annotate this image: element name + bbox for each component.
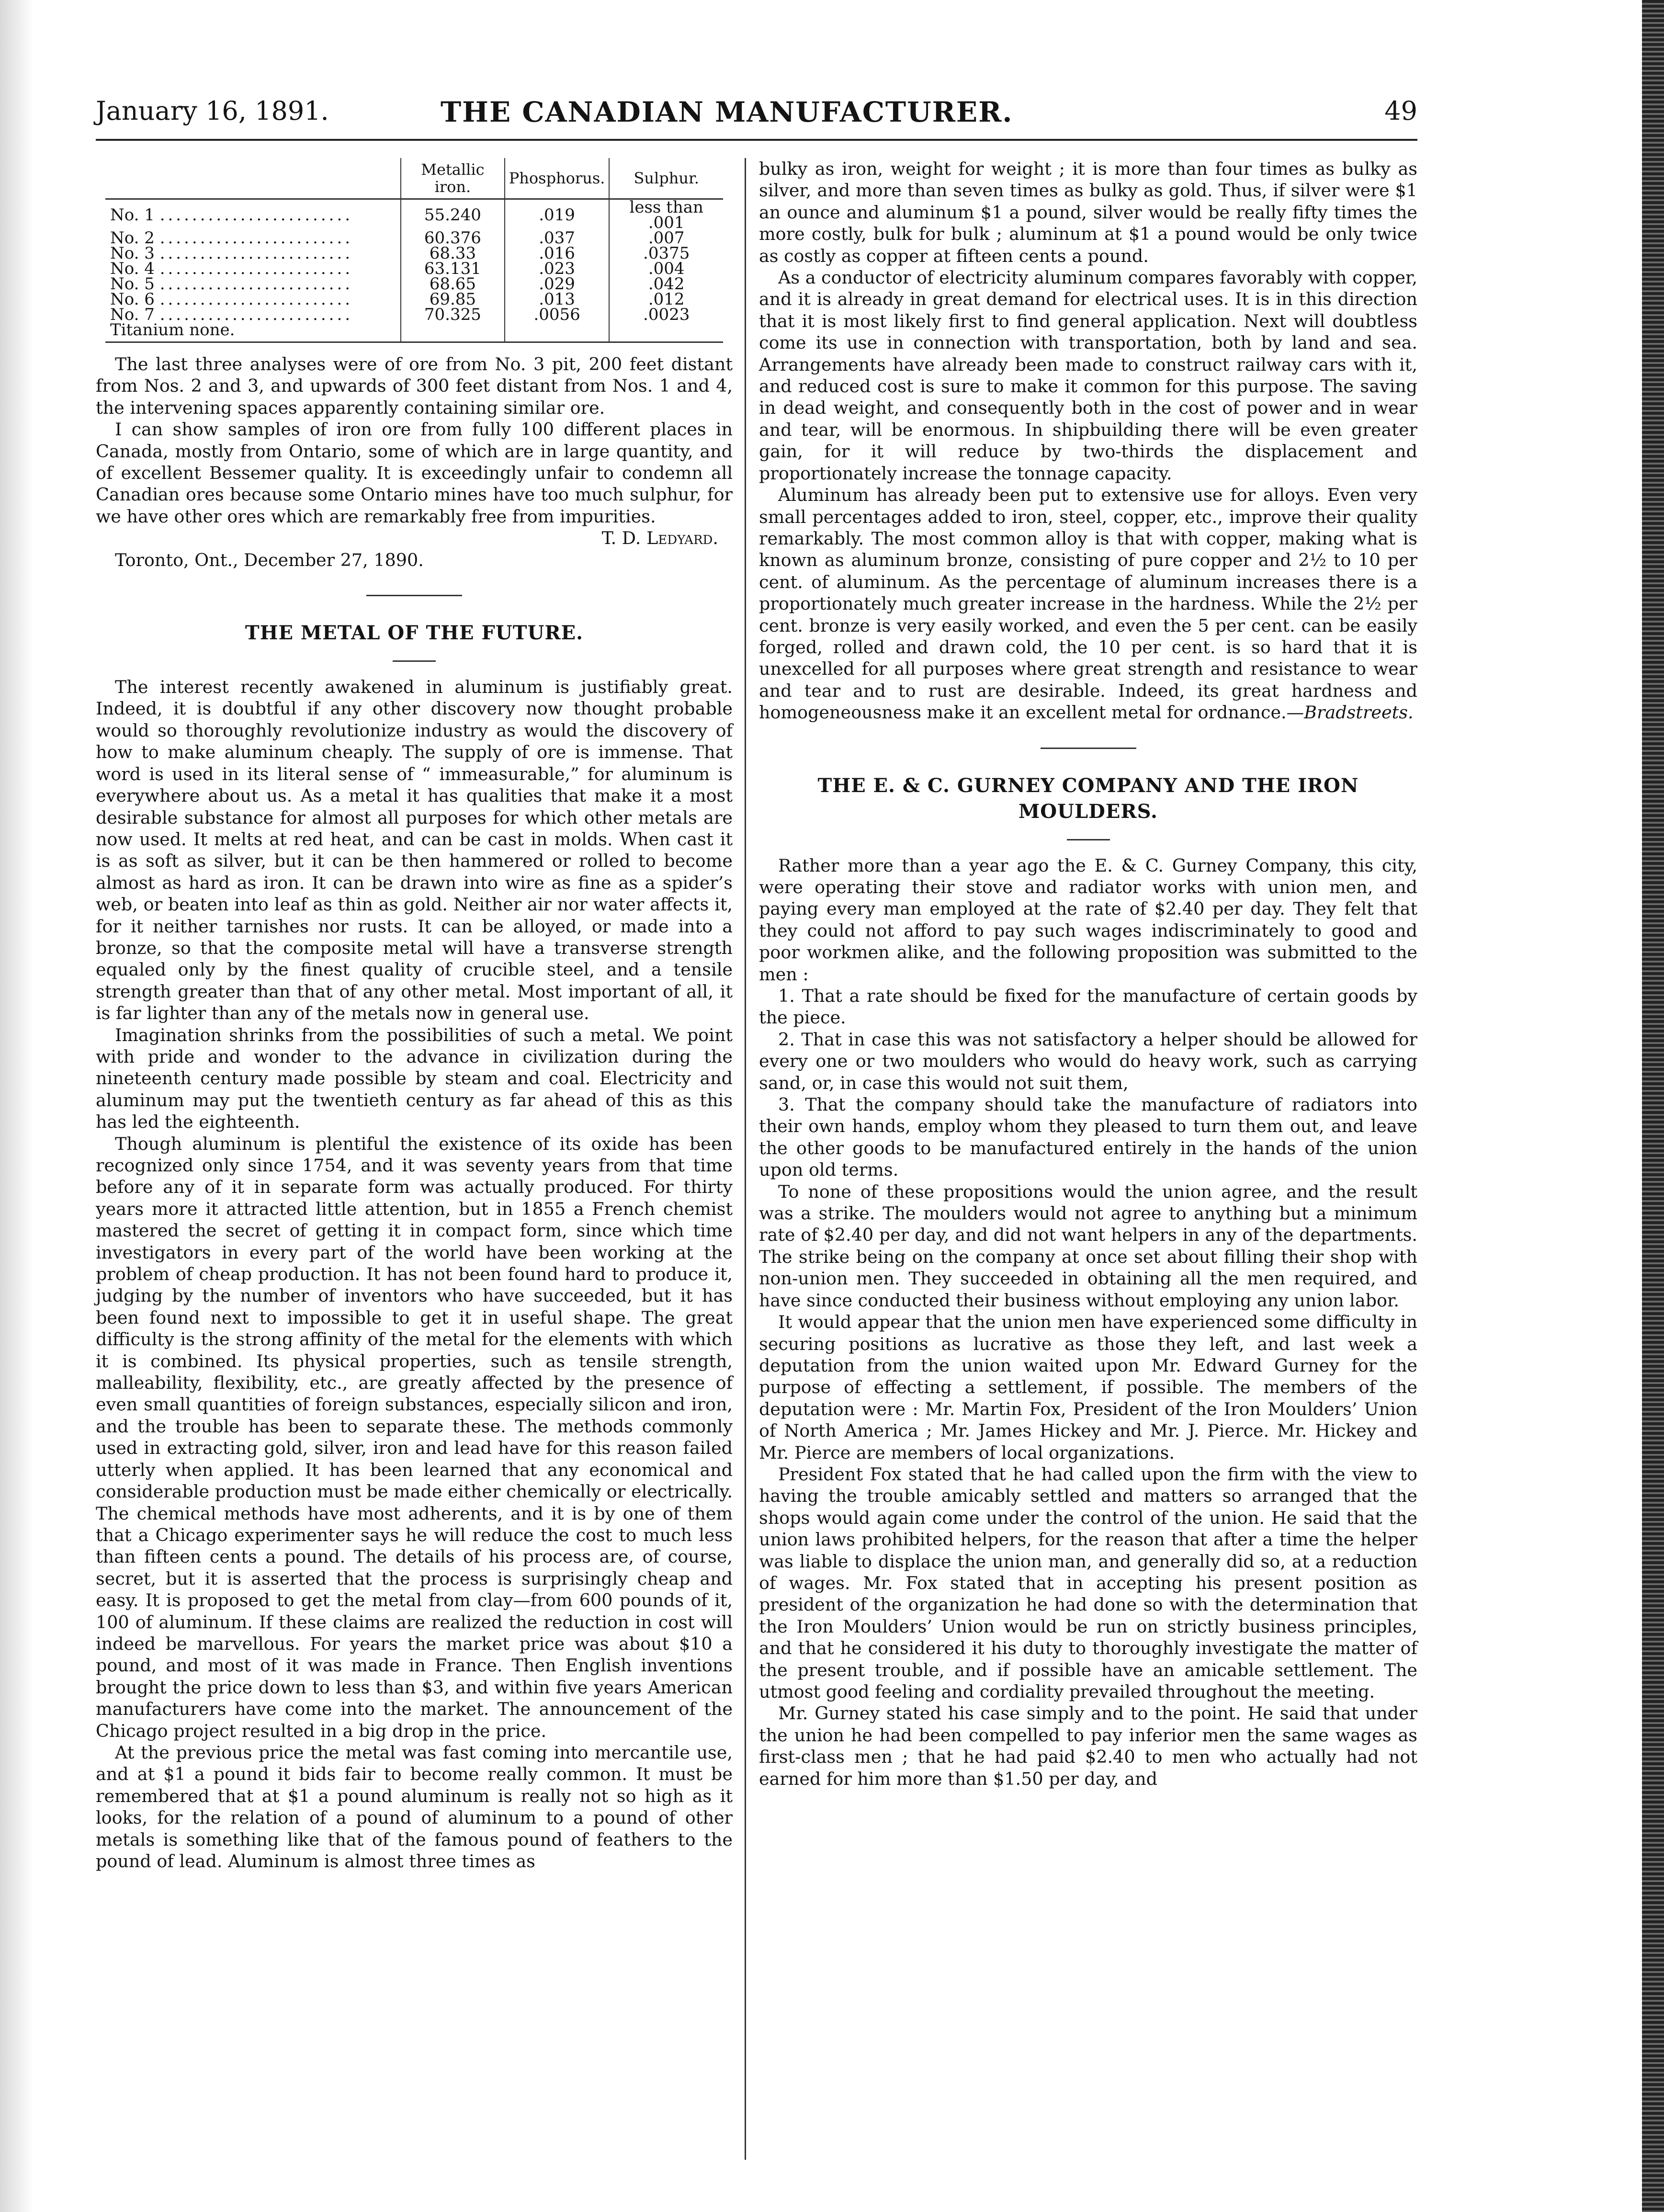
article-paragraph: It would appear that the union men have experienced some difficulty in securing positions as lucrative as those they left, and last week a deputation from the union waited upon Mr. Edward Gurney for the purpose of effecting a settlement, if possible. The members of the deputation were : Mr. Martin Fox, President of the Iron Moulders’ Union of North America ; Mr. James Hickey and Mr. J. Pierce. Mr. Hickey and Mr. Pierce are members of local organizations. — [759, 1312, 1417, 1463]
table-row: No. 2 ........................ 60.376 .037 .007 — [105, 230, 723, 246]
article-paragraph: At the previous price the metal was fast coming into mercantile use, and at $1 a pound it bids fair to become really common. It must be remembered that at $1 a pound aluminum is really not so high as it looks, for the relation of a pound of aluminum to a pound of other metals is something like that of the famous pound of feathers to the pound of lead. Aluminum is almost three times as — [96, 1742, 733, 1872]
article-paragraph: As a conductor of electricity aluminum compares favorably with copper, and it is already in great demand for electrical uses. It is in this direction that it is most likely first to find general application. Next will doubtless come its use in connection with transportation, both by land and sea. Arrangements have already been made to construct railway cars with it, and reduced cost is sure to make it common for this purpose. The saving in dead weight, and consequently both in the cost of power and in wear and tear, will be enormous. In shipbuilding there will be even greater gain, for it will reduce by two-thirds the displacement and proportionately increase the tonnage capacity. — [759, 267, 1417, 484]
title-rule — [393, 660, 436, 662]
sulphur-value: less than .001 — [609, 199, 723, 231]
row-label: No. 3 — [110, 244, 155, 263]
phosphorus-value: .0056 — [505, 307, 610, 322]
column-header: Sulphur. — [609, 158, 723, 199]
section-rule — [366, 595, 462, 596]
article-paragraph: Though aluminum is plentiful the existence of its oxide has been recognized only since 1754, and it was seventy years from that time before any of it in separate form was actually produced. For thirty years more it attracted little attention, but in 1855 a French chemist mastered the secret of getting it in compact form, since which time investigators in every part of the world have been working at the problem of cheap production. It has not been found hard to produce it, judging by the number of inventors who have succeeded, but it has been found next to impossible to get it in useful shape. The great difficulty is the strong affinity of the metal for the elements with which it is combined. Its physical properties, such as tensile strength, malleability, flexibility, etc., are greatly affected by the presence of even small quantities of foreign substances, especially silicon and iron, and the trouble has been to separate these. The methods commonly used in extracting gold, silver, iron and lead have for this reason failed utterly when applied. It has been learned that any economical and considerable production must be made either chemically or electrically. The chemical methods have most adherents, and it is by one of them that a Chicago experimenter says he will reduce the cost to much less than fifteen cents a pound. The details of his process are, of course, secret, but it is asserted that the process is surprisingly cheap and easy. It is proposed to get the metal from clay—from 600 pounds of it, 100 of aluminum. If these claims are realized the reduction in cost will indeed be marvellous. For years the market price was about $10 a pound, and most of it was made in France. Then English inventions brought the price down to less than $3, and within five years American manufacturers have come into the market. The announcement of the Chicago project resulted in a big drop in the price. — [96, 1133, 733, 1741]
article-paragraph: Mr. Gurney stated his case simply and to the point. He said that under the union he had been compelled to pay inferior men the same wages as first-class men ; that he had paid $2.40 to men who actually had not earned for him more than $1.50 per day, and — [759, 1703, 1417, 1789]
book-binding-edge — [1642, 0, 1664, 2212]
letter-paragraph: I can show samples of iron ore from fully 100 different places in Canada, mostly from Ontario, some of which are in large quantity, and of excellent Bessemer quality. It is exceedingly unfair to condemn all Canadian ores because some Ontario mines have too much sulphur, for we have other ores which are remarkably free from impurities. — [96, 419, 733, 527]
article-paragraph: Imagination shrinks from the possibilities of such a metal. We point with pride and wonder to the advance in civilization during the nineteenth century made possible by steam and coal. Electricity and aluminum may put the twentieth century as far ahead of this as this has led the eighteenth. — [96, 1024, 733, 1133]
page-number: 49 — [1384, 96, 1417, 126]
table-row: No. 3 ........................ 68.33 .016 .0375 — [105, 246, 723, 261]
phosphorus-value: .019 — [505, 199, 610, 231]
page-header — [96, 96, 1417, 144]
sulphur-value: .0375 — [609, 246, 723, 261]
sulphur-value: .012 — [609, 292, 723, 307]
header-rule — [96, 139, 1417, 141]
iron-value: 70.325 — [401, 307, 505, 322]
article-paragraph: To none of these propositions would the union agree, and the result was a strike. The moulders would not agree to anything but a minimum rate of $2.40 per day, and did not want helpers in any of the departments. The strike being on the company at once set about filling their shop with non-union men. They succeeded in obtaining all the men required, and have since conducted their business without employing any union labor. — [759, 1181, 1417, 1311]
row-label: No. 5 — [110, 274, 155, 294]
iron-value: 55.240 — [401, 199, 505, 231]
publication-title: THE CANADIAN MANUFACTURER. — [441, 96, 1013, 128]
row-label: No. 2 — [110, 228, 155, 248]
article-paragraph: Rather more than a year ago the E. & C. Gurney Company, this city, were operating their stove and radiator works with union men, and paying every man employed at the rate of $2.40 per day. They felt that they could not afford to pay such wages indiscriminately to good and poor workmen alike, and the following proposition was submitted to the men : — [759, 855, 1417, 985]
iron-value: 68.65 — [401, 276, 505, 292]
row-label-header — [105, 158, 401, 199]
column-header: Phosphorus. — [505, 158, 610, 199]
article-paragraph — [759, 484, 1417, 723]
table-row: No. 4 ........................ 63.131 .023 .004 — [105, 261, 723, 276]
row-label: No. 1 — [110, 205, 155, 225]
column-divider — [745, 158, 746, 2160]
table-footnote: Titanium none. — [105, 322, 401, 342]
letter-paragraph: The last three analyses were of ore from No. 3 pit, 200 feet distant from Nos. 2 and 3, and upwards of 300 feet distant from Nos. 1 and 4, the intervening spaces apparently containing similar ore. — [96, 354, 733, 418]
phosphorus-value: .013 — [505, 292, 610, 307]
letter-signature: T. D. Ledyard. — [601, 528, 718, 549]
page-edge-shadow — [0, 0, 34, 2212]
iron-value: 60.376 — [401, 230, 505, 246]
phosphorus-value: .029 — [505, 276, 610, 292]
right-column — [759, 158, 1417, 1790]
issue-date: January 16, 1891. — [96, 96, 329, 126]
article-paragraph: 3. That the company should take the manufacture of radiators into their own hands, employ whom they pleased to turn them out, and leave the other goods to be manufactured entirely in the hands of the union upon old terms. — [759, 1094, 1417, 1180]
title-rule — [1067, 839, 1110, 840]
section-rule — [1041, 748, 1136, 749]
article-title: THE METAL OF THE FUTURE. — [245, 622, 584, 645]
sulphur-value: .0023 — [609, 307, 723, 322]
sulphur-value: .004 — [609, 261, 723, 276]
table-row — [105, 322, 723, 342]
phosphorus-value: .037 — [505, 230, 610, 246]
sulphur-value: .042 — [609, 276, 723, 292]
row-label: No. 4 — [110, 259, 155, 278]
phosphorus-value: .023 — [505, 261, 610, 276]
column-header: Metallic iron. — [401, 158, 505, 199]
table-row: No. 7 ........................ 70.325 .0056 .0023 — [105, 307, 723, 322]
article-paragraph: The interest recently awakened in aluminum is justifiably great. Indeed, it is doubtful if any other discovery now thought probable would so thoroughly revolutionize industry as would the discovery of how to make aluminum cheaply. The supply of ore is immense. That word is used in its literal sense of “ immeasurable,” for aluminum is everywhere about us. As a metal it has qualities that make it a most desirable substance for almost all purposes for which other metals are now used. It melts at red heat, and can be cast in molds. When cast it is as soft as silver, but it can be then hammered or rolled to become almost as hard as iron. It can be drawn into wire as fine as a spider’s web, or beaten into leaf as thin as gold. Neither air nor water affects it, for it neither tarnishes nor rusts. It can be alloyed, or made into a bronze, so that the composite metal will have a transverse strength equaled only by the finest quality of crucible steel, and a tensile strength greater than that of any other metal. Most important of all, it is far lighter than any of the metals now in general use. — [96, 677, 733, 1024]
article-title: THE E. & C. GURNEY COMPANY AND THE IRON MOULDERS. — [817, 774, 1359, 823]
letter-place-date: Toronto, Ont., December 27, 1890. — [115, 549, 424, 570]
row-label: No. 7 — [110, 305, 155, 324]
ore-analysis-table — [105, 158, 723, 343]
sulphur-value: .007 — [609, 230, 723, 246]
table-row: No. 5 ........................ 68.65 .029 .042 — [105, 276, 723, 292]
row-label: No. 6 — [110, 290, 155, 309]
left-column — [96, 158, 733, 1872]
iron-value: 63.131 — [401, 261, 505, 276]
article-paragraph: 1. That a rate should be fixed for the manufacture of certain goods by the piece. — [759, 986, 1417, 1028]
iron-value: 69.85 — [401, 292, 505, 307]
article-citation: —Bradstreets. — [1286, 702, 1414, 723]
article-continuation: bulky as iron, weight for weight ; it is more than four times as bulky as silver, and more than seven times as bulky as gold. Thus, if silver were $1 an ounce and aluminum $1 a pound, silver would be really fifty times the more costly, bulk for bulk ; aluminum at $1 a pound would be only twice as costly as copper at fifteen cents a pound. — [759, 159, 1417, 266]
article-paragraph: 2. That in case this was not satisfactory a helper should be allowed for every one or two moulders who would do heavy work, such as carrying sand, or, in case this would not suit them, — [759, 1029, 1417, 1093]
iron-value: 68.33 — [401, 246, 505, 261]
article-paragraph-text: Aluminum has already been put to extensive use for alloys. Even very small percentages added to iron, steel, copper, etc., improve their quality remarkably. The most common alloy is that with copper, making what is known as aluminum bronze, consisting of pure copper and 2½ to 10 per cent. of aluminum. As the percentage of aluminum increases there is a proportionately much greater increase in the hardness. While the 2½ per cent. bronze is very easily worked, and even the 5 per cent. can be easily forged, rolled and drawn cold, the 10 per cent. is so hard that it is unexcelled for all purposes where great strength and resistance to wear and tear and to rust are desirable. Indeed, its great hardness and homogeneousness make it an excellent metal for ordnance. — [759, 485, 1417, 723]
phosphorus-value: .016 — [505, 246, 610, 261]
table-row: No. 1 ........................ 55.240 .019 less than .001 — [105, 199, 723, 231]
table-row: No. 6 ........................ 69.85 .013 .012 — [105, 292, 723, 307]
article-paragraph: President Fox stated that he had called upon the firm with the view to having the trouble amicably settled and matters so arranged that the shops would again come under the control of the union. He said that the union laws prohibited helpers, for the reason that after a time the helper was liable to displace the union man, and generally did so, at a reduction of wages. Mr. Fox stated that in accepting his present position as president of the organization he had done so with the determination that the Iron Moulders’ Union would be run on strictly business principles, and that he considered it his duty to thoroughly investigate the matter of the present trouble, and if possible have an amicable settlement. The utmost good feeling and cordiality prevailed throughout the meeting. — [759, 1463, 1417, 1702]
